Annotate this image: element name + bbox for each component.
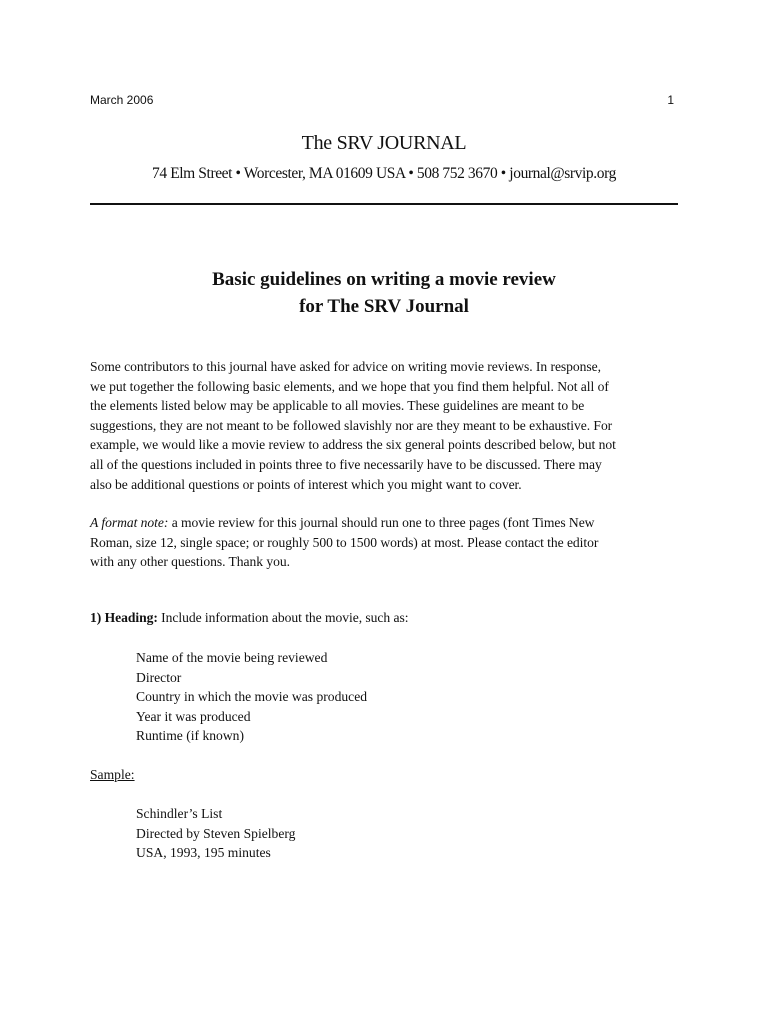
heading-section-label: 1) Heading: xyxy=(90,610,158,625)
intro-line: all of the questions included in points three to five necessarily have to be discussed. There may xyxy=(90,456,602,472)
intro-line: we put together the following basic elements, and we hope that you find them helpful. Not all of xyxy=(90,378,609,394)
intro-line: the elements listed below may be applicable to all movies. These guidelines are meant to be xyxy=(90,398,585,414)
masthead-divider xyxy=(90,203,678,205)
document-title-line-2: for The SRV Journal xyxy=(299,296,469,317)
list-item: Name of the movie being reviewed xyxy=(136,650,328,665)
intro-line: example, we would like a movie review to address the six general points described below, but not xyxy=(90,437,616,453)
format-note-label: A format note: xyxy=(90,515,169,530)
header-page-number: 1 xyxy=(667,93,674,107)
heading-items-list xyxy=(136,648,367,746)
intro-line: Some contributors to this journal have asked for advice on writing movie reviews. In response, xyxy=(90,359,601,374)
format-note-line xyxy=(90,513,684,533)
list-item: Country in which the movie was produced xyxy=(136,689,368,705)
list-item: USA, 1993, 195 minutes xyxy=(136,845,271,861)
format-note-paragraph xyxy=(90,513,684,572)
journal-address: 74 Elm Street • Worcester, MA 01609 USA • 508 752 3670 • journal@srvip.org xyxy=(152,165,616,182)
heading-section-text: Include information about the movie, such as: xyxy=(157,610,409,625)
format-note-text: a movie review for this journal should run one to three pages (font Times New xyxy=(168,515,595,530)
list-item: Year it was produced xyxy=(136,708,251,724)
intro-line: suggestions, they are not meant to be followed slavishly nor are they meant to be exhaustive. For xyxy=(90,417,613,433)
journal-title: The SRV JOURNAL xyxy=(301,132,467,154)
intro-paragraph xyxy=(90,357,684,494)
format-note-line: Roman, size 12, single space; or roughly 500 to 1500 words) at most. Please contact the editor xyxy=(90,534,599,550)
list-item: Schindler’s List xyxy=(136,806,223,821)
sample-label: Sample: xyxy=(90,767,135,782)
sample-items-list xyxy=(136,804,295,863)
list-item: Director xyxy=(136,669,182,685)
list-item: Runtime (if known) xyxy=(136,728,244,744)
intro-line: also be additional questions or points of interest which you might want to cover. xyxy=(90,476,522,492)
heading-section-intro xyxy=(90,608,684,628)
format-note-line: with any other questions. Thank you. xyxy=(90,554,290,570)
list-item: Directed by Steven Spielberg xyxy=(136,825,296,841)
document-title-line-1: Basic guidelines on writing a movie review xyxy=(212,269,556,290)
header-date: March 2006 xyxy=(90,93,154,107)
document-title xyxy=(0,266,768,320)
heading-section-line xyxy=(90,608,684,628)
